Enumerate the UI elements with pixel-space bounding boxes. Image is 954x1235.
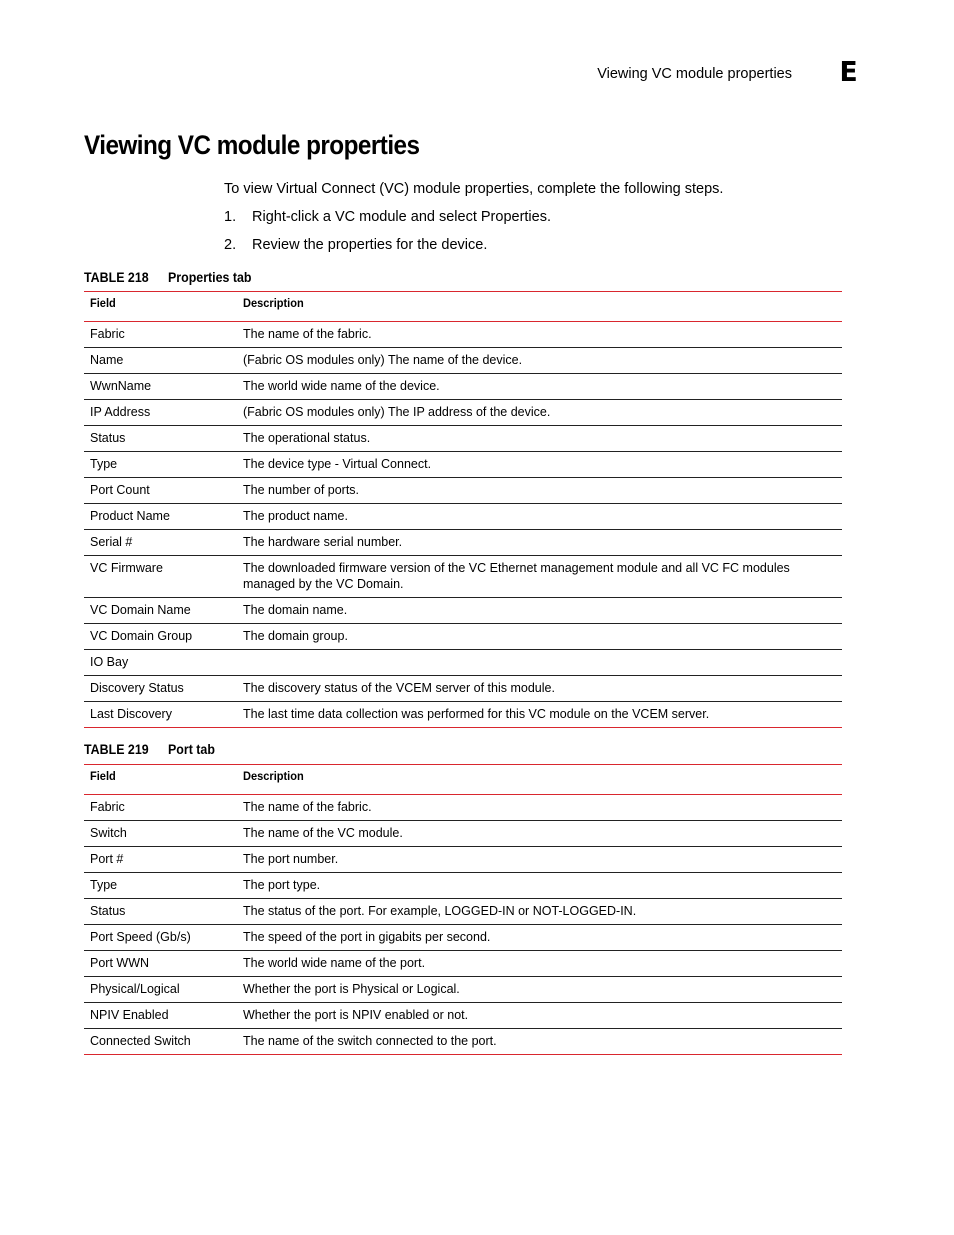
field-cell: Type: [84, 452, 237, 478]
description-cell: The device type - Virtual Connect.: [237, 452, 842, 478]
field-cell: IP Address: [84, 400, 237, 426]
description-cell: The name of the fabric.: [243, 800, 372, 814]
table-row: [84, 348, 842, 374]
table-row: [84, 400, 842, 426]
description-cell: The port number.: [237, 847, 842, 873]
field-cell: Discovery Status: [84, 676, 237, 702]
table-row: [84, 650, 842, 676]
field-cell: NPIV Enabled: [84, 1003, 237, 1029]
description-cell: The world wide name of the device.: [237, 374, 842, 400]
description-cell: The discovery status of the VCEM server of this module.: [237, 676, 842, 702]
field-cell: Product Name: [84, 504, 237, 530]
table-row: [84, 322, 842, 348]
table-row: [84, 977, 842, 1003]
description-cell: The hardware serial number.: [237, 530, 842, 556]
description-cell: The port type.: [237, 873, 842, 899]
field-cell: Port #: [84, 847, 237, 873]
table-row: [84, 821, 842, 847]
table-row: [84, 1029, 842, 1055]
description-cell: The status of the port. For example, LOGGED-IN or NOT-LOGGED-IN.: [237, 899, 842, 925]
field-cell: VC Domain Name: [84, 598, 237, 624]
table-row: [84, 702, 842, 728]
step-number: 2.: [224, 237, 237, 253]
field-cell: Port WWN: [84, 951, 237, 977]
field-cell: WwnName: [84, 374, 237, 400]
description-cell: The downloaded firmware version of the VC Ethernet management module and all VC FC modules managed by the VC Domain.: [237, 556, 842, 598]
field-cell: Name: [84, 348, 237, 374]
description-cell: The name of the fabric.: [243, 327, 372, 341]
table-caption: [84, 270, 259, 285]
table-row: [84, 873, 842, 899]
field-cell: Fabric: [90, 327, 125, 341]
table-row: [84, 426, 842, 452]
description-cell: The last time data collection was performed for this VC module on the VCEM server.: [237, 702, 842, 728]
table-row: [84, 478, 842, 504]
step-item: [224, 237, 551, 265]
description-cell: (Fabric OS modules only) The IP address of the device.: [237, 400, 842, 426]
table-row: [84, 925, 842, 951]
field-cell: Type: [84, 873, 237, 899]
description-cell: The number of ports.: [237, 478, 842, 504]
step-text: Review the properties for the device.: [252, 237, 488, 253]
step-item: [224, 209, 551, 237]
table-row: [84, 676, 842, 702]
table-caption: [84, 742, 219, 757]
table-row: [84, 598, 842, 624]
field-cell: VC Domain Group: [84, 624, 237, 650]
description-cell: Whether the port is NPIV enabled or not.: [237, 1003, 842, 1029]
description-cell: The name of the VC module.: [237, 821, 842, 847]
description-cell: The product name.: [237, 504, 842, 530]
step-number: 1.: [224, 209, 237, 225]
description-cell: [237, 650, 842, 676]
description-cell: The name of the switch connected to the port.: [237, 1029, 842, 1055]
field-cell: Connected Switch: [84, 1029, 237, 1055]
column-header: Field: [84, 292, 237, 322]
field-cell: IO Bay: [84, 650, 237, 676]
table-name: Port tab: [168, 742, 215, 757]
field-cell: Last Discovery: [84, 702, 237, 728]
table-row: [84, 556, 842, 598]
description-cell: (Fabric OS modules only) The name of the device.: [237, 348, 842, 374]
field-cell: Serial #: [84, 530, 237, 556]
field-cell: VC Firmware: [84, 556, 237, 598]
field-cell: Port Speed (Gb/s): [84, 925, 237, 951]
description-cell: The speed of the port in gigabits per second.: [237, 925, 842, 951]
column-header: Description: [237, 765, 842, 795]
table-row: [84, 951, 842, 977]
properties-table: [84, 291, 842, 728]
table-header-row: [84, 292, 842, 322]
description-cell: Whether the port is Physical or Logical.: [237, 977, 842, 1003]
table-row: [84, 847, 842, 873]
port-table: [84, 764, 842, 1055]
table-label: TABLE 219: [84, 742, 149, 757]
step-text: Right-click a VC module and select Properties.: [252, 209, 551, 225]
description-cell: The operational status.: [237, 426, 842, 452]
table-row: [84, 899, 842, 925]
field-cell: Physical/Logical: [84, 977, 237, 1003]
appendix-letter: E: [839, 55, 858, 88]
table-header-row: [84, 765, 842, 795]
field-cell: Switch: [84, 821, 237, 847]
field-cell: Status: [84, 899, 237, 925]
table-row: [84, 795, 842, 821]
column-header: Field: [84, 765, 237, 795]
page-title: Viewing VC module properties: [84, 130, 420, 160]
table-row: [84, 1003, 842, 1029]
description-cell: The world wide name of the port.: [237, 951, 842, 977]
description-cell: The domain name.: [237, 598, 842, 624]
table-label: TABLE 218: [84, 270, 149, 285]
description-cell: The domain group.: [237, 624, 842, 650]
running-header: [560, 55, 860, 89]
intro-text: To view Virtual Connect (VC) module properties, complete the following steps.: [224, 181, 724, 197]
table-row: [84, 452, 842, 478]
table-row: [84, 374, 842, 400]
field-cell: Status: [84, 426, 237, 452]
column-header: Description: [237, 292, 842, 322]
table-row: [84, 624, 842, 650]
table-row: [84, 530, 842, 556]
table-name: Properties tab: [168, 270, 252, 285]
field-cell: Port Count: [84, 478, 237, 504]
table-row: [84, 504, 842, 530]
field-cell: Fabric: [90, 800, 125, 814]
steps-list: [224, 209, 551, 265]
running-title: Viewing VC module properties: [597, 66, 792, 82]
